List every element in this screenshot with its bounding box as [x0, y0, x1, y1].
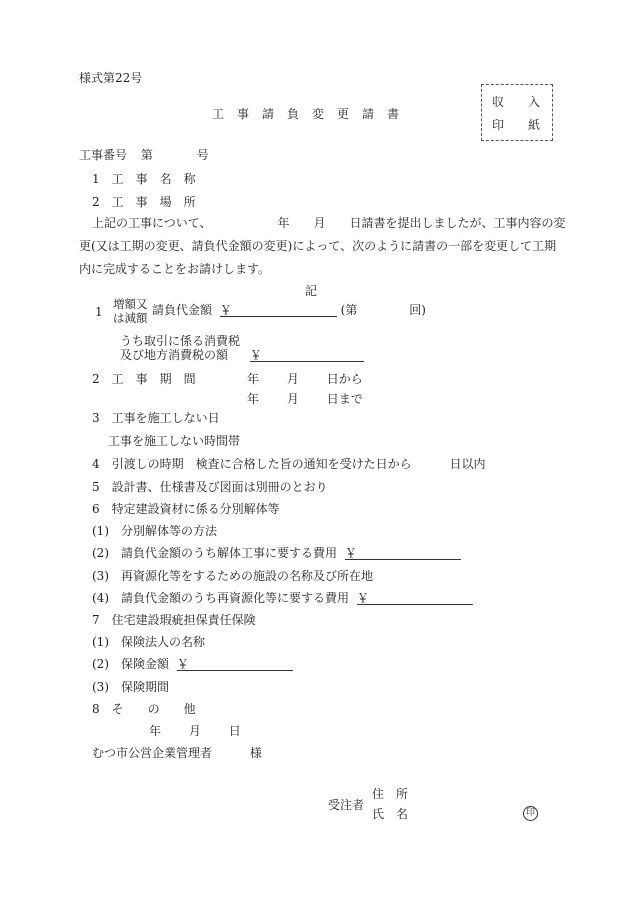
tax-amount-line: [120, 349, 364, 362]
delivery-line: [92, 458, 485, 470]
demolition-cost-field: [345, 547, 461, 560]
yen-symbol: ￥: [356, 591, 369, 605]
form-number: 様式第22号: [79, 71, 143, 85]
intro-line-2: 更(又は工期の変更、請負代金額の変更)によって、次のように請書の一部を変更して工期: [79, 239, 557, 253]
tax-label-line2: 及び地方消費税の額: [120, 348, 229, 362]
item-insurer-name: (1) 保険法人の名称: [92, 635, 205, 649]
contract-number: 1: [95, 305, 103, 319]
signing-date: [149, 725, 241, 737]
work-number-line: [79, 149, 209, 161]
item-work-location: 2 工 事 場 所: [92, 195, 196, 209]
date-year: 年: [149, 724, 162, 738]
item-other: 8 そ の 他: [92, 702, 196, 716]
period-end-day: 日まで: [326, 392, 363, 406]
insurance-amount-line: [92, 658, 293, 671]
work-number-dai: 第: [140, 148, 153, 162]
seal-mark-text: 印: [525, 808, 535, 818]
stamp-label-line2: 印 紙: [492, 118, 541, 132]
yen-symbol: ￥: [344, 546, 357, 560]
contractor-name-label: 氏 名: [372, 807, 409, 821]
item-work-period: 2 工 事 期 間: [92, 372, 196, 386]
item-warranty-insurance: 7 住宅建設瑕疵担保責任保険: [92, 613, 256, 627]
contractor-address-label: 住 所: [372, 787, 409, 801]
revenue-stamp-box: [481, 84, 553, 141]
period-start-year: 年: [247, 372, 260, 386]
period-end: [247, 393, 363, 405]
item-insurance-amount: (2) 保険金額: [92, 657, 169, 671]
item-recycling-cost: (4) 請負代金額のうち再資源化等に要する費用: [92, 591, 349, 605]
insurance-amount-field: [177, 658, 293, 671]
item-non-work-hours: 工事を施工しない時間帯: [108, 434, 241, 448]
contract-amount-line: [152, 304, 426, 317]
seal-mark: [523, 806, 538, 821]
period-start: [247, 373, 363, 385]
addressee-honorific: 様: [249, 746, 262, 760]
intro-line-3: 内に完成することをお請けします。: [79, 262, 271, 276]
item-design-docs: 5 設計書、仕様書及び図面は別冊のとおり: [92, 480, 328, 494]
work-number-go: 号: [196, 148, 209, 162]
period-end-year: 年: [247, 392, 260, 406]
item-demolition: 6 特定建設資材に係る分別解体等: [92, 502, 280, 516]
demolition-cost-line: [92, 547, 461, 560]
ki-heading: 記: [305, 284, 318, 298]
item-demolition-cost: (2) 請負代金額のうち解体工事に要する費用: [92, 546, 337, 560]
recycling-cost-line: [92, 592, 473, 605]
revision-count-close: 回): [409, 303, 426, 317]
yen-symbol: ￥: [219, 303, 232, 317]
yen-symbol: ￥: [176, 657, 189, 671]
contract-amount-field: [220, 304, 337, 317]
increase-decrease-line2: は減額: [113, 311, 148, 325]
recycling-cost-field: [357, 592, 473, 605]
document-title: 工 事 請 負 変 更 請 書: [212, 107, 400, 121]
contract-amount-label: 請負代金額: [152, 303, 213, 317]
increase-decrease-line1: 増額又: [113, 297, 148, 311]
addressee: むつ市公営企業管理者: [92, 746, 213, 760]
addressee-line: [92, 747, 262, 759]
period-start-month: 月: [286, 372, 299, 386]
yen-symbol: ￥: [249, 348, 262, 362]
period-start-day: 日から: [326, 372, 363, 386]
item-delivery-time: 4 引渡しの時期 検査に合格した旨の通知を受けた日から: [92, 457, 412, 471]
contractor-label: 受注者: [328, 798, 365, 812]
tax-label-line1: うち取引に係る消費税: [120, 334, 241, 348]
item-insurance-period: (3) 保険期間: [92, 680, 169, 694]
revision-count-open: (第: [340, 303, 358, 317]
date-day: 日: [228, 724, 241, 738]
delivery-days: 日以内: [449, 457, 486, 471]
work-number-label: 工事番号: [79, 148, 128, 162]
item-demolition-method: (1) 分別解体等の方法: [92, 524, 217, 538]
date-month: 月: [188, 724, 201, 738]
stamp-label-line1: 収 入: [492, 95, 541, 109]
item-non-work-days: 3 工事を施工しない日: [92, 411, 220, 425]
item-work-name: 1 工 事 名 称: [92, 172, 196, 186]
intro-line-1: 上記の工事について、 年 月 日請書を提出しましたが、工事内容の変: [92, 216, 566, 230]
tax-amount-field: [250, 349, 364, 362]
increase-decrease-label: [113, 297, 148, 325]
item-recycling-facility: (3) 再資源化等をするための施設の名称及び所在地: [92, 569, 374, 583]
period-end-month: 月: [286, 392, 299, 406]
